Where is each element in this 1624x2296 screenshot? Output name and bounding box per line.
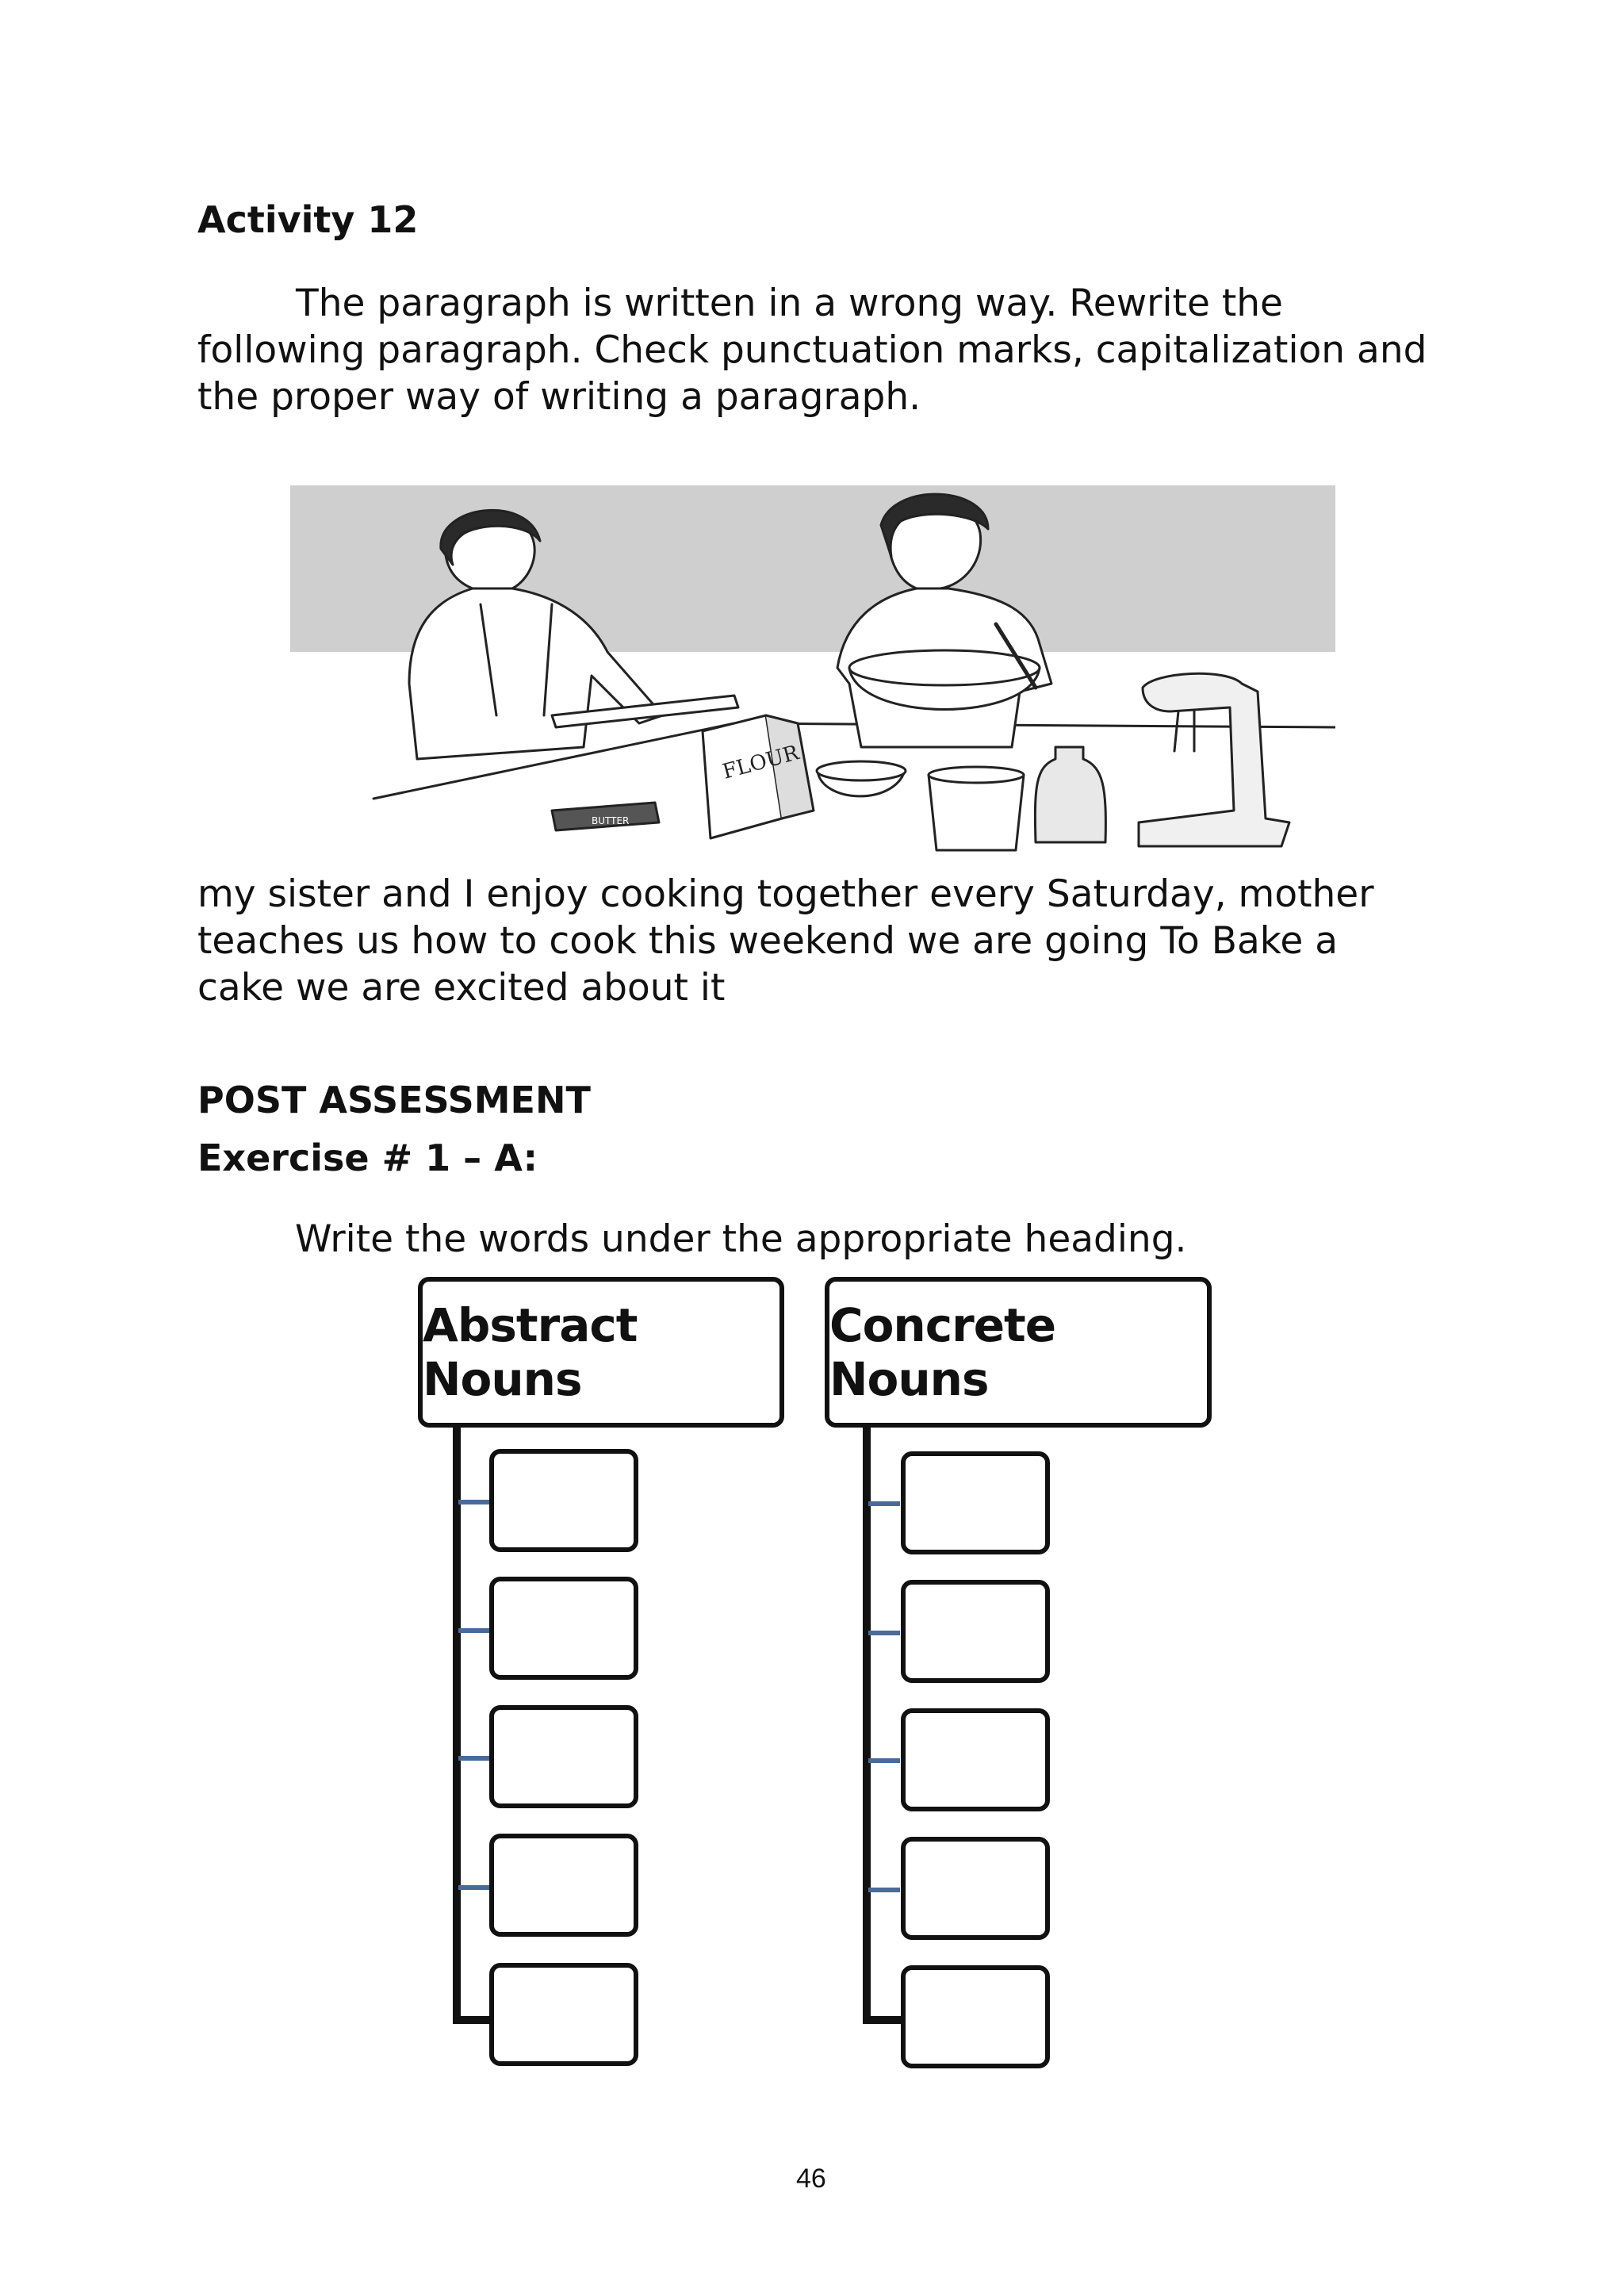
wrong-paragraph: my sister and I enjoy cooking together every Saturday, mother teaches us how to cook this weekend we are going To Bake a cake we are excited about it <box>197 872 1374 1010</box>
post-assessment-title: POST ASSESSMENT <box>197 1079 591 1121</box>
concrete-noun-slot-3[interactable] <box>901 1708 1050 1811</box>
abstract-noun-slot-2[interactable] <box>489 1577 638 1680</box>
abstract-noun-slot-5[interactable] <box>489 1963 638 2066</box>
abstract-nouns-heading: Abstract Nouns <box>418 1277 784 1428</box>
activity-instructions-text: The paragraph is written in a wrong way. Rewrite the following paragraph. Check punctuation marks, capitalization and the proper way of writing a paragraph. <box>197 282 1427 419</box>
page-number: 46 <box>796 2164 826 2194</box>
concrete-noun-slot-4[interactable] <box>901 1837 1050 1940</box>
abstract-trunk-line <box>453 1428 461 2024</box>
concrete-noun-slot-1[interactable] <box>901 1451 1050 1554</box>
exercise-title: Exercise # 1 – A: <box>197 1137 538 1179</box>
concrete-trunk-line <box>863 1428 871 2024</box>
abstract-trunk-foot <box>453 2016 491 2024</box>
abstract-noun-slot-4[interactable] <box>489 1834 638 1937</box>
concrete-branch-1 <box>868 1501 900 1506</box>
concrete-trunk-foot <box>863 2016 902 2024</box>
abstract-branch-2 <box>458 1628 490 1633</box>
concrete-branch-2 <box>868 1631 900 1635</box>
abstract-noun-slot-1[interactable] <box>489 1449 638 1552</box>
abstract-branch-1 <box>458 1500 490 1504</box>
flour-label: FLOUR <box>720 741 802 784</box>
kitchen-scene-drawing <box>290 485 1335 857</box>
activity-title: Activity 12 <box>197 198 419 241</box>
butter-label: BUTTER <box>592 815 630 826</box>
concrete-branch-3 <box>868 1758 900 1763</box>
concrete-branch-4 <box>868 1888 900 1892</box>
abstract-noun-slot-3[interactable] <box>489 1705 638 1808</box>
activity-instructions <box>197 280 1434 420</box>
concrete-noun-slot-2[interactable] <box>901 1580 1050 1683</box>
concrete-noun-slot-5[interactable] <box>901 1965 1050 2068</box>
exercise-instruction: Write the words under the appropriate heading. <box>295 1217 1187 1261</box>
cooking-illustration <box>290 485 1335 857</box>
abstract-branch-4 <box>458 1885 490 1890</box>
concrete-nouns-heading: Concrete Nouns <box>825 1277 1212 1428</box>
abstract-branch-3 <box>458 1756 490 1761</box>
